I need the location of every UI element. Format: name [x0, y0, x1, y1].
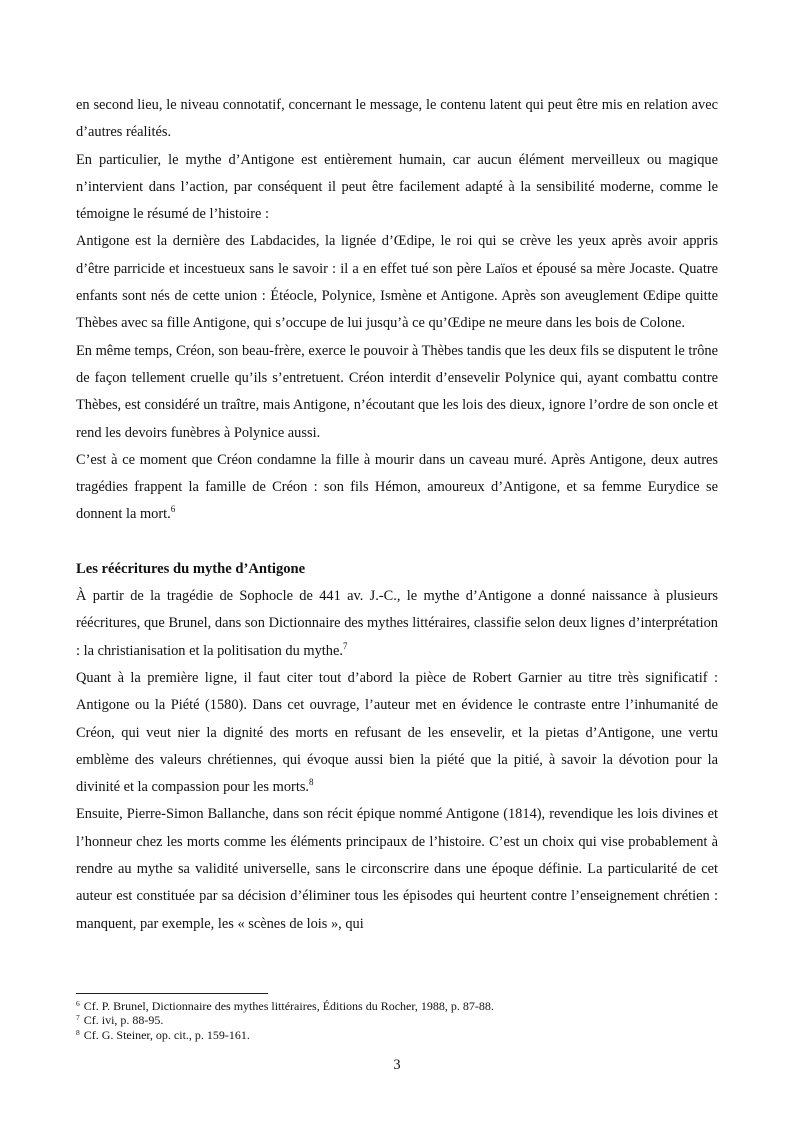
paragraph: en second lieu, le niveau connotatif, concernant le message, le contenu latent qui peut être mis en relation avec d’autres réalités.	[76, 97, 718, 141]
body-text	[76, 92, 718, 938]
paragraph-text: C’est à ce moment que Créon condamne la fille à mourir dans un caveau muré. Après Antigone, deux autres tragédies frappent la famille de Créon : son fils Hémon, amoureux d’Antigone, et sa femme Eurydice se donnent la mort.	[76, 451, 718, 523]
section-title: Les réécritures du mythe d’Antigone	[76, 560, 306, 577]
footnote-number: 8	[76, 1027, 80, 1037]
footnote-text: Cf. P. Brunel, Dictionnaire des mythes littéraires, Éditions du Rocher, 1988, p. 87-88.	[83, 999, 494, 1013]
footnote-reference: 7	[342, 640, 348, 651]
paragraph: Antigone est la dernière des Labdacides, la lignée d’Œdipe, le roi qui se crève les yeux après avoir appris d’être parricide et incestueux sans le savoir : il a en effet tué son père Laïos et épousé sa mère Jocaste. Quatre enfants sont nés de cette union : Étéocle, Polynice, Ismène et Antigone. Après son aveuglement Œdipe quitte Thèbes avec sa fille Antigone, qui s’occupe de lui jusqu’à ce qu’Œdipe ne meure dans les bois de Colone.	[76, 233, 718, 332]
paragraph	[76, 447, 718, 529]
footnote-reference: 8	[309, 777, 314, 788]
paragraph	[76, 665, 718, 801]
paragraph-text: Quant à la première ligne, il faut citer tout d’abord la pièce de Robert Garnier au titre très significatif : Antigone ou la Piété (1580). Dans cet ouvrage, l’auteur met en évidence le contraste entre l’inhumanité de Créon, qui veut nier la dignité des morts en refusant de les ensevelir, et la pietas d’Antigone, une vertu emblème des valeurs chrétiennes, qui évoque aussi bien la piété que la pitié, à savoir la dévotion pour la divinité et la compassion pour les morts.	[76, 669, 718, 796]
footnote	[76, 1013, 718, 1027]
paragraph-text: À partir de la tragédie de Sophocle de 441 av. J.-C., le mythe d’Antigone a donné naissance à plusieurs réécritures, que Brunel, dans son Dictionnaire des mythes littéraires, classifie selon deux lignes d’interprétation : la christianisation et la politisation du mythe.	[76, 588, 718, 659]
footnote-text: Cf. G. Steiner, op. cit., p. 159-161.	[83, 1027, 250, 1042]
footnote	[76, 999, 718, 1013]
page-number: 3	[393, 1057, 401, 1073]
paragraph: En particulier, le mythe d’Antigone est entièrement humain, car aucun élément merveilleux ou magique n’intervient dans l’action, par conséquent il peut être facilement adapté à la sensibilité moderne, comme le témoigne le résumé de l’histoire :	[76, 151, 718, 223]
footnote-reference: 6	[170, 504, 176, 515]
footnotes	[76, 999, 718, 1042]
paragraph: En même temps, Créon, son beau-frère, exerce le pouvoir à Thèbes tandis que les deux fils se disputent le trône de façon tellement cruelle qu’ils s’entretuent. Créon interdit d’ensevelir Polynice qui, ayant combattu contre Thèbes, est considéré un traître, mais Antigone, n’écoutant que les lois des dieux, ignore l’ordre de son oncle et rend les devoirs funèbres à Polynice aussi.	[76, 342, 718, 441]
footnote-number: 7	[76, 1013, 80, 1023]
footnote-divider	[76, 993, 268, 994]
footnote	[76, 1028, 718, 1042]
footnote-text: Cf. ivi, p. 88-95.	[83, 1013, 164, 1028]
paragraph	[76, 583, 718, 665]
footnote-number: 6	[76, 999, 80, 1008]
paragraph: Ensuite, Pierre-Simon Ballanche, dans son récit épique nommé Antigone (1814), revendique les lois divines et l’honneur chez les morts comme les éléments principaux de l’histoire. C’est un choix qui vise probablement à rendre au mythe sa validité universelle, sans le circonscrire dans une époque définie. La particularité de cet auteur est constituée par sa décision d’éliminer tous les épisodes qui heurtent contre l’enseignement chrétien : manquent, par exemple, les « scènes de lois », qui	[76, 806, 718, 932]
